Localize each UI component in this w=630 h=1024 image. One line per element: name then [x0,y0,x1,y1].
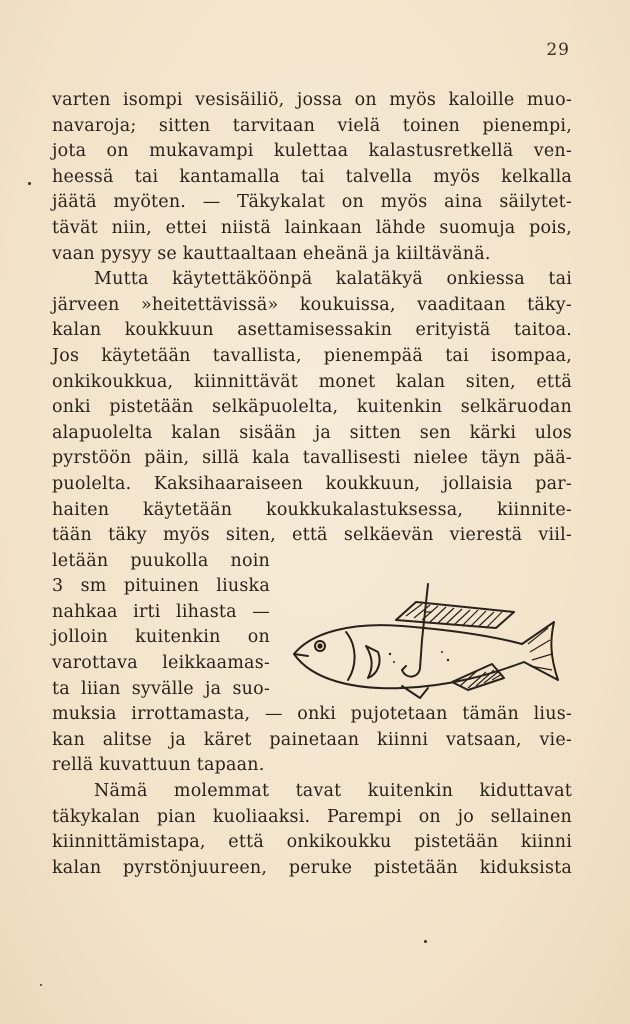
text-line: tään täky myös siten, että selkäevän vierestä viil- [52,525,572,546]
fish-body [294,622,558,688]
text-line: jolloin kuitenkin on [52,627,270,648]
text-line: kiinnittämistapa, että onkikoukku pistetään kiinni [52,832,572,853]
paper-speck [28,182,31,185]
text-line: puolelta. Kaksihaaraiseen koukkuun, jollaisia par- [52,473,572,494]
text-line: jota on mukavampi kulettaa kalastusretkellä ven- [52,141,572,162]
paper-speck [40,984,42,986]
text-line: vaan pysyy se kauttaaltaan eheänä ja kiiltävänä. [52,243,491,264]
text-line: Jos käytetään tavallista, pienempää tai isompaa, [52,345,572,366]
text-line: varten isompi vesisäiliö, jossa on myös kaloille muo- [52,90,572,110]
text-line: jäätä myöten. — Täkykalat on myös aina säilytet- [52,192,572,213]
body-text [52,88,572,881]
text-line: pyrstöön päin, sillä kala tavallisesti nielee täyn pää- [52,448,572,469]
text-line: tävät niin, ettei niistä lainkaan lähde suomuja pois, [52,217,572,238]
text-line: ta liian syvälle ja suo- [52,678,270,699]
text-line: haiten käytetään koukkukalastuksessa, kiinnite- [52,499,572,520]
text-line: kalan koukkuun asettamisessakin erityistä taitoa. [52,320,572,341]
text-line: kalan pyrstönjuureen, peruke pistetään kiduksista [52,857,572,878]
text-line: onkikoukkua, kiinnittävät monet kalan siten, että [52,371,572,392]
text-line: muksia irrottamasta, — onki pujotetaan tämän lius- [52,704,572,725]
text-line: Mutta käytettäköönpä kalatäkyä onkiessa tai [94,269,572,290]
fish-bait-illustration [282,582,572,732]
text-line: letään puukolla noin [52,550,270,571]
paper-speck [424,940,427,943]
text-line: kan alitse ja käret painetaan kiinni vatsaan, vie- [52,729,572,750]
hook [402,640,422,677]
text-line: varottava leikkaamas- [52,653,270,674]
text-line: nahkaa irti lihasta — [52,601,270,622]
text-line: alapuolelta kalan sisään ja sitten sen kärki ulos [52,422,572,443]
text-line: 3 sm pituinen liuska [52,576,270,597]
text-line: navaroja; sitten tarvitaan vielä toinen pienempi, [52,115,572,136]
text-line: täkykalan pian kuoliaaksi. Parempi on jo sellainen [52,806,572,827]
text-line: rellä kuvattuun tapaan. [52,755,265,776]
page-number: 29 [546,40,570,60]
text-line: Nämä molemmat tavat kuitenkin kiduttavat [94,781,572,802]
text-line: onki pistetään selkäpuolelta, kuitenkin selkäruodan [52,397,572,418]
text-line: järveen »heitettävissä» koukuissa, vaaditaan täky- [52,294,572,315]
text-line: heessä tai kantamalla tai talvella myös kelkalla [52,166,572,187]
